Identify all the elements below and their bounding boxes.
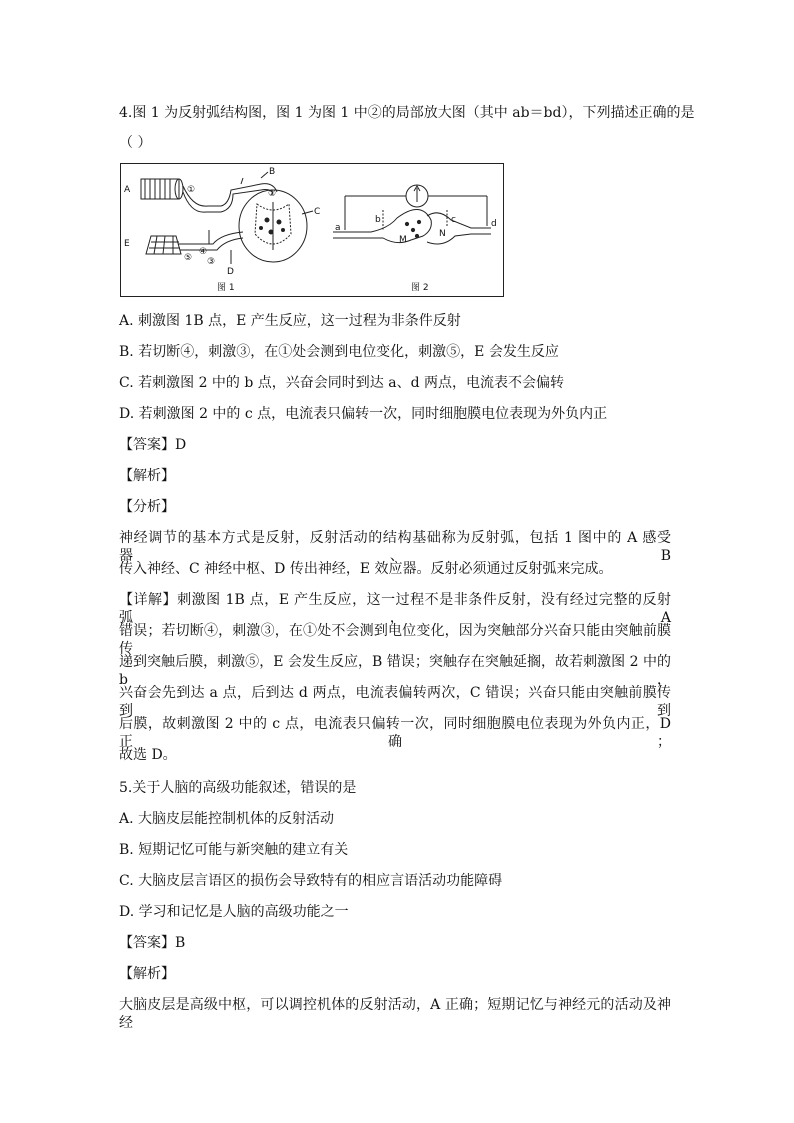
fig1-label-1: ① xyxy=(187,185,196,195)
fig2-label-d: d xyxy=(491,219,497,229)
q4-detail-line-3: 递到突触后膜，刺激⑤，E 会发生反应，B 错误；突触存在突触延搁，故若刺激图 2 中的 b， xyxy=(119,654,671,688)
fig2-label-n: N xyxy=(439,229,446,239)
fig1-label-a: A xyxy=(124,185,131,195)
fig1-label-b: B xyxy=(269,167,276,177)
figure-1 xyxy=(141,172,313,264)
fig1-label-e: E xyxy=(124,239,130,249)
fig1-label-4: ④ xyxy=(199,247,208,257)
q4-detail-line-1: 【详解】刺激图 1B 点，E 产生反应，这一过程不是非条件反射，没有经过完整的反射弧，A xyxy=(119,592,671,626)
q4-fenxi-label: 【分析】 xyxy=(119,499,175,515)
q4-analysis-label: 【解析】 xyxy=(119,468,175,484)
q4-option-c: C. 若刺激图 2 中的 b 点，兴奋会同时到达 a、d 两点，电流表不会偏转 xyxy=(119,375,564,391)
fig2-label-m: M xyxy=(399,235,407,245)
q4-paren: （ ） xyxy=(119,135,152,151)
q4-option-d: D. 若刺激图 2 中的 c 点，电流表只偏转一次，同时细胞膜电位表现为外负内正 xyxy=(119,406,608,422)
q5-option-a: A. 大脑皮层能控制机体的反射活动 xyxy=(119,811,335,827)
figure-drawing xyxy=(121,164,505,298)
fig2-caption: 图 2 xyxy=(411,283,429,293)
fig1-label-3: ③ xyxy=(207,257,216,267)
q4-stem: 4.图 1 为反射弧结构图，图 1 为图 1 中②的局部放大图（其中 ab＝bd），下列描述正确的是 xyxy=(119,105,695,121)
q4-detail-line-5: 后膜，故刺激图 2 中的 c 点，电流表只偏转一次，同时细胞膜电位表现为外负内正，D 正确； xyxy=(119,716,671,750)
q4-fenxi-line-1: 神经调节的基本方式是反射，反射活动的结构基础称为反射弧，包括 1 图中的 A 感受器、B xyxy=(119,530,671,564)
fig1-caption: 图 1 xyxy=(217,283,235,293)
q4-fenxi-line-2: 传入神经、C 神经中枢、D 传出神经，E 效应器。反射必须通过反射弧来完成。 xyxy=(119,561,613,577)
q5-stem: 5.关于人脑的高级功能叙述，错误的是 xyxy=(119,780,357,796)
q4-answer: 【答案】D xyxy=(119,437,187,453)
q4-detail-line-6: 故选 D。 xyxy=(119,747,177,763)
q4-detail-line-4: 兴奋会先到达 a 点，后到达 d 两点，电流表偏转两次，C 错误；兴奋只能由突触前膜传到到 xyxy=(119,685,671,719)
reflex-arc-figure xyxy=(120,163,504,297)
figure-2 xyxy=(333,185,491,244)
fig1-label-2: ② xyxy=(268,189,277,199)
q5-analysis-line: 大脑皮层是高级中枢，可以调控机体的反射活动，A 正确；短期记忆与神经元的活动及神经 xyxy=(119,997,671,1031)
q5-option-d: D. 学习和记忆是人脑的高级功能之一 xyxy=(119,904,349,920)
q4-option-b: B. 若切断④，刺激③，在①处会测到电位变化，刺激⑤，E 会发生反应 xyxy=(119,344,559,360)
fig2-label-c: c xyxy=(451,215,456,225)
fig2-label-a: a xyxy=(335,223,341,233)
figure-2-labels xyxy=(335,215,497,293)
q5-option-b: B. 短期记忆可能与新突触的建立有关 xyxy=(119,842,349,858)
fig1-label-5: ⑤ xyxy=(184,253,193,263)
q5-option-c: C. 大脑皮层言语区的损伤会导致特有的相应言语活动功能障碍 xyxy=(119,873,503,889)
q4-detail-line-2: 错误；若切断④，刺激③，在①处不会测到电位变化，因为突触部分兴奋只能由突触前膜传 xyxy=(119,623,671,657)
fig2-label-b: b xyxy=(375,215,381,225)
fig1-label-d: D xyxy=(227,267,234,277)
q5-answer: 【答案】B xyxy=(119,935,186,951)
fig1-label-c: C xyxy=(314,207,321,217)
q5-analysis-label: 【解析】 xyxy=(119,966,175,982)
q4-option-a: A. 刺激图 1B 点，E 产生反应，这一过程为非条件反射 xyxy=(119,313,461,329)
